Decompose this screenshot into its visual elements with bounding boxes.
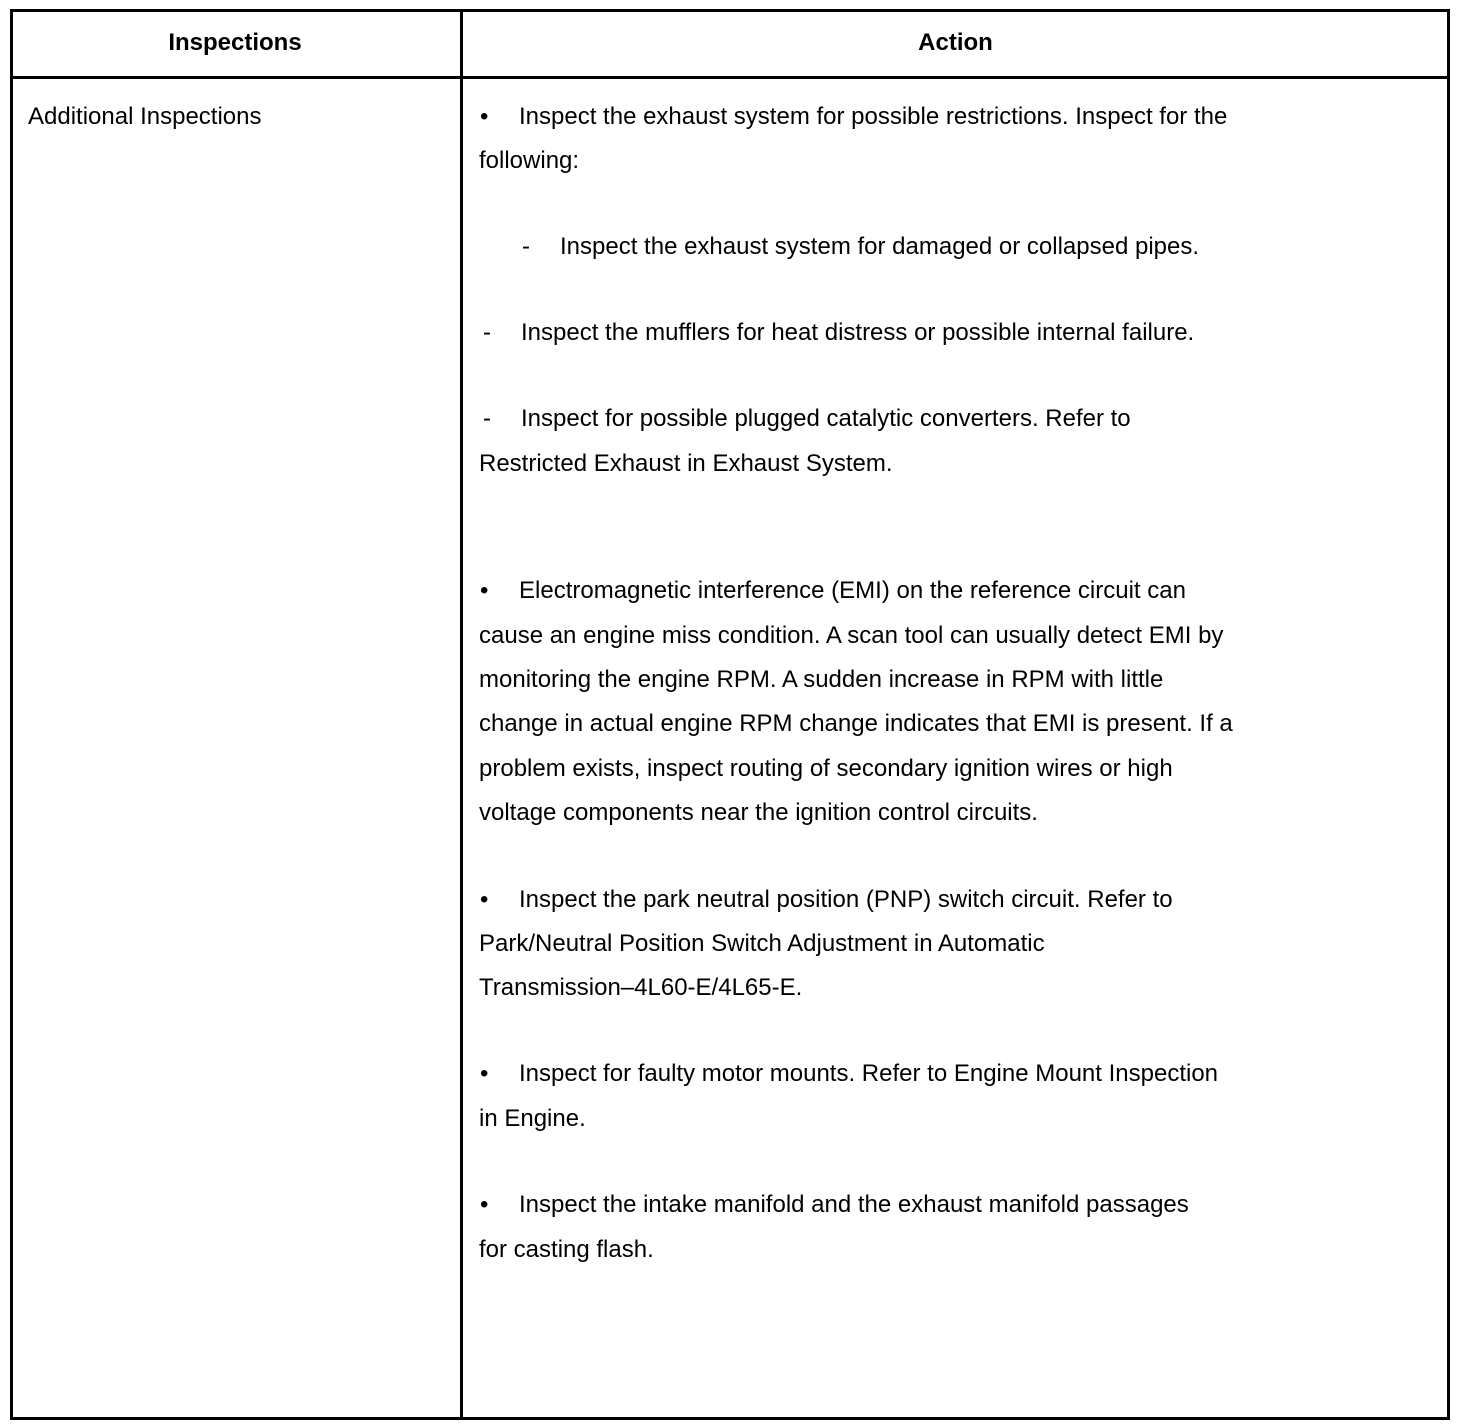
header-divider (10, 76, 1450, 79)
dash-marker: - (522, 233, 530, 260)
action-line: Electromagnetic interference (EMI) on the reference circuit can (519, 577, 1186, 604)
action-line: problem exists, inspect routing of secondary ignition wires or high (479, 755, 1173, 782)
sub-action-line: Inspect the mufflers for heat distress or possible internal failure. (521, 319, 1195, 346)
action-line: Inspect the intake manifold and the exhaust manifold passages (519, 1191, 1189, 1218)
action-line: Inspect the exhaust system for possible restrictions. Inspect for the (519, 103, 1228, 130)
action-line: monitoring the engine RPM. A sudden increase in RPM with little (479, 666, 1164, 693)
bullet-marker: • (480, 577, 489, 604)
sub-action-line: Inspect the exhaust system for damaged or collapsed pipes. (560, 233, 1200, 260)
action-line: following: (479, 147, 580, 174)
dash-marker: - (483, 405, 491, 432)
sub-action-line: Inspect for possible plugged catalytic converters. Refer to (521, 405, 1131, 432)
action-line: in Engine. (479, 1105, 586, 1132)
column-divider (460, 9, 463, 1420)
action-line: Inspect for faulty motor mounts. Refer to Engine Mount Inspection (519, 1060, 1219, 1087)
bullet-marker: • (480, 103, 489, 130)
action-line: cause an engine miss condition. A scan tool can usually detect EMI by (479, 622, 1224, 649)
header-inspections: Inspections (168, 29, 302, 56)
header-action: Action (918, 29, 993, 56)
action-line: for casting flash. (479, 1236, 654, 1263)
bullet-marker: • (480, 1191, 489, 1218)
action-line: Park/Neutral Position Switch Adjustment in Automatic (479, 930, 1045, 957)
inspection-label: Additional Inspections (28, 103, 262, 130)
bullet-marker: • (480, 1060, 489, 1087)
action-line: voltage components near the ignition control circuits. (479, 799, 1038, 826)
action-line: Transmission–4L60-E/4L65-E. (479, 974, 803, 1001)
action-line: change in actual engine RPM change indicates that EMI is present. If a (479, 710, 1233, 737)
action-line: Inspect the park neutral position (PNP) switch circuit. Refer to (519, 886, 1173, 913)
sub-action-line: Restricted Exhaust in Exhaust System. (479, 450, 893, 477)
dash-marker: - (483, 319, 491, 346)
bullet-marker: • (480, 886, 489, 913)
